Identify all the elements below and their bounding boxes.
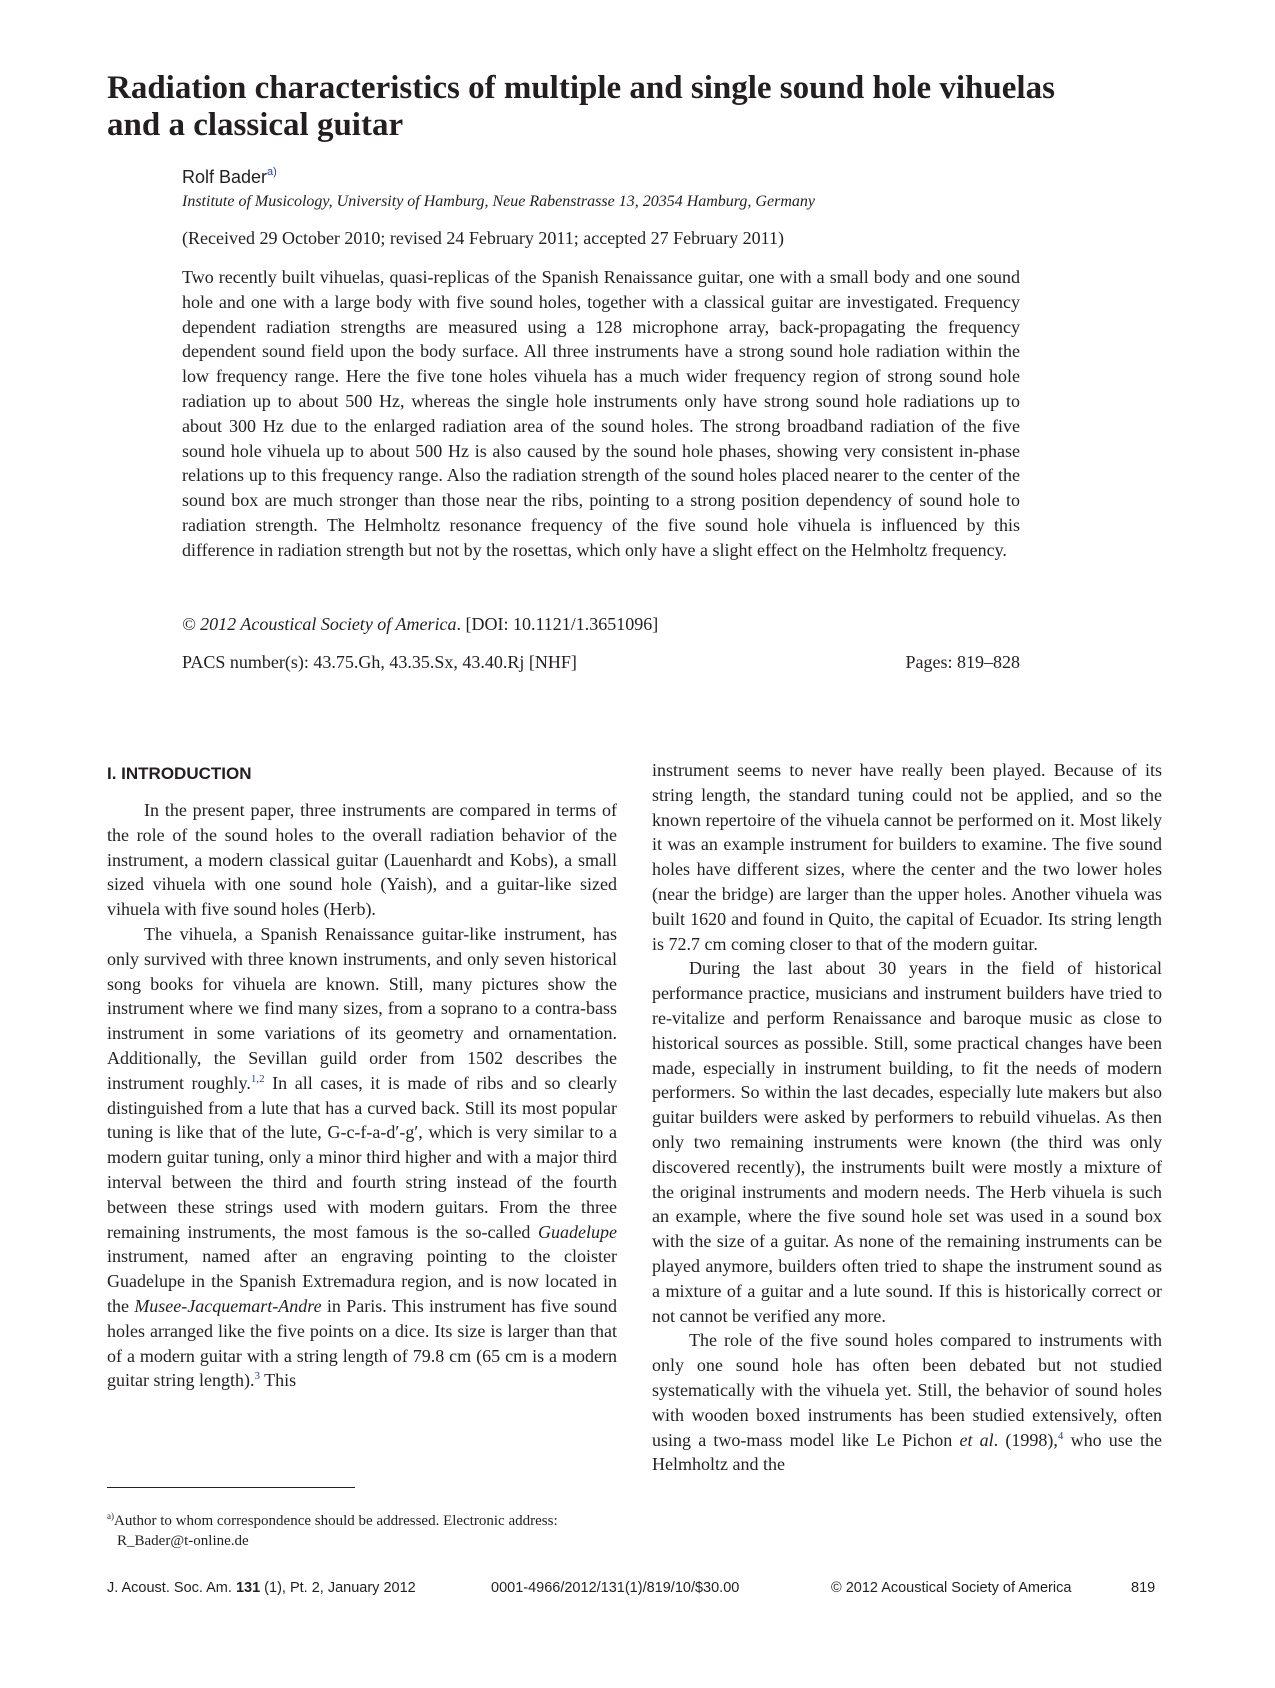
footer-copyright: © 2012 Acoustical Society of America — [831, 1580, 1072, 1596]
paragraph: During the last about 30 years in the field of historical performance practice, musicians and instrument builders have tried to re-vitalize and perform Renaissance and baroque music as close to historical sources as possible. Still, some practical changes have been made, especially in instrument building, to fit the needs of modern performers. So within the last decades, especially lute makers but also guitar builders were asked by performers to rebuild vihuelas. As then only two remaining instruments were known (the third was only discovered recently), the instruments built were mostly a mixture of the original instruments and modern needs. The Herb vihuela is such an example, where the five sound hole set was used in a sound box with the size of a guitar. As none of the remaining instruments can be played anymore, builders often tried to shape the instrument sound as a mixture of a guitar and a lute sound. If this is historically correct or not cannot be verified any more. — [652, 958, 1162, 1326]
left-column — [107, 798, 617, 1393]
author-affiliation: Institute of Musicology, University of Hamburg, Neue Rabenstrasse 13, 20354 Hamburg, Germany — [182, 193, 815, 210]
footer-journal-prefix: J. Acoust. Soc. Am. — [107, 1580, 236, 1596]
paragraph-text: in Paris. This instrument has five sound holes arranged like the five points on a dice. Its size is larger than that of a modern guitar with a string length of 79.8 cm (65 cm is a modern guitar string length). — [107, 1295, 617, 1391]
citation-link[interactable]: 4 — [1057, 1429, 1064, 1442]
paragraph — [107, 922, 617, 1393]
abstract: Two recently built vihuelas, quasi-replicas of the Spanish Renaissance guitar, one with a small body and one sound hole and one with a large body with five sound holes, together with a classical guitar are investigated. Frequency dependent radiation strengths are measured using a 128 microphone array, back-propagating the frequency dependent sound field upon the body surface. All three instruments have a strong sound hole radiation within the low frequency range. Here the five tone holes vihuela has a much wider frequency region of strong sound hole radiation up to about 500 Hz, whereas the single hole instruments only have strong sound hole radiations up to about 300 Hz due to the enlarged radiation area of the sound holes. The strong broadband radiation of the five sound hole vihuela up to about 500 Hz is also caused by the sound hole phases, showing very consistent in-phase relations up to this frequency range. Also the radiation strength of the sound holes placed nearer to the center of the sound box are much stronger than those near the ribs, pointing to a strong position dependency of sound hole to radiation strength. The Helmholtz resonance frequency of the five sound hole vihuela is influenced by this difference in radiation strength but not by the rosettas, which only have a slight effect on the Helmholtz frequency. — [182, 267, 1020, 560]
paragraph-text: instrument, named after an engraving pointing to the cloister Guadelupe in the Spanish Extremadura region, and is now located in the — [107, 1246, 617, 1316]
italic-text: Musee-Jacquemart-Andre — [134, 1295, 322, 1316]
paragraph-text: who use the Helmholtz and the — [652, 1429, 1162, 1475]
footnote-divider — [107, 1487, 355, 1488]
paragraph — [652, 1328, 1162, 1477]
footer-volume: 131 — [235, 1580, 261, 1596]
paragraph-text: In all cases, it is made of ribs and so clearly distinguished from a lute that has a curved back. Still its most popular tuning is like that of the lute, G-c-f-a-d′-g′, which is very similar to a modern guitar tuning, only a minor third higher and with a major third interval between the third and fourth string instead of the fourth between these strings used with modern guitars. From the three remaining instruments, the most famous is the so-called — [107, 1072, 617, 1242]
footnote-text: Author to whom correspondence should be addressed. Electronic address: — [114, 1513, 558, 1529]
footnote-email[interactable]: R_Bader@t-online.de — [117, 1533, 249, 1549]
citation-link[interactable]: 1,2 — [250, 1072, 265, 1085]
italic-text: et al — [959, 1429, 994, 1450]
footer-issn: 0001-4966/2012/131(1)/819/10/$30.00 — [491, 1580, 740, 1596]
abstract-copyright — [182, 614, 658, 635]
doi: . [DOI: 10.1121/1.3651096] — [456, 614, 659, 634]
paragraph-text: . (1998), — [993, 1429, 1058, 1450]
author-footnote-marker[interactable]: a) — [267, 166, 277, 178]
paragraph-text: The role of the five sound holes compared to instruments with only one sound hole has often been debated but not studied systematically with the vihuela yet. Still, the behavior of sound holes with wooden boxed instruments has been studied extensively, often using a two-mass model like Le Pichon — [652, 1330, 1162, 1450]
paragraph-text: The vihuela, a Spanish Renaissance guitar-like instrument, has only survived with three known instruments, and only seven historical song books for vihuela are known. Still, many pictures show the instrument where we find many sizes, from a soprano to a contra-bass instrument in some variations of its geometry and ornamentation. Additionally, the Sevillan guild order from 1502 describes the instrument roughly. — [107, 923, 617, 1093]
footnote — [107, 1511, 617, 1551]
copyright-society: © 2012 Acoustical Society of America — [182, 614, 457, 634]
footer-journal-citation — [107, 1580, 416, 1596]
citation-link[interactable]: 3 — [254, 1370, 260, 1383]
footer-page-number: 819 — [1131, 1580, 1156, 1596]
right-column — [652, 758, 1162, 1477]
received-dates: (Received 29 October 2010; revised 24 February 2011; accepted 27 February 2011) — [182, 228, 784, 248]
footnote-marker: a) — [107, 1511, 114, 1521]
pacs-numbers: PACS number(s): 43.75.Gh, 43.35.Sx, 43.40.Rj [NHF] — [182, 652, 577, 672]
paragraph: In the present paper, three instruments are compared in terms of the role of the sound holes to the overall radiation behavior of the instrument, a modern classical guitar (Lauenhardt and Kobs), a small sized vihuela with one sound hole (Yaish), and a guitar-like sized vihuela with five sound holes (Herb). — [107, 800, 617, 920]
italic-text: Guadelupe — [538, 1221, 617, 1242]
footer-journal-suffix: (1), Pt. 2, January 2012 — [260, 1580, 416, 1596]
author-line — [182, 166, 277, 188]
article-title: Radiation characteristics of multiple and single sound hole vihuelas and a classical guitar — [107, 70, 1055, 143]
section-heading: I. INTRODUCTION — [107, 764, 252, 783]
paragraph-text: This — [259, 1370, 297, 1391]
paragraph: instrument seems to never have really been played. Because of its string length, the standard tuning could not be applied, and so the known repertoire of the vihuela cannot be performed on it. Most likely it was an example instrument for builders to examine. The five sound holes have different sizes, where the center and the two lower holes (near the bridge) are larger than the upper holes. Another vihuela was built 1620 and found in Quito, the capital of Ecuador. Its string length is 72.7 cm coming closer to that of the modern guitar. — [652, 760, 1162, 954]
page-range: Pages: 819–828 — [905, 652, 1020, 672]
author-name: Rolf Bader — [182, 167, 268, 187]
